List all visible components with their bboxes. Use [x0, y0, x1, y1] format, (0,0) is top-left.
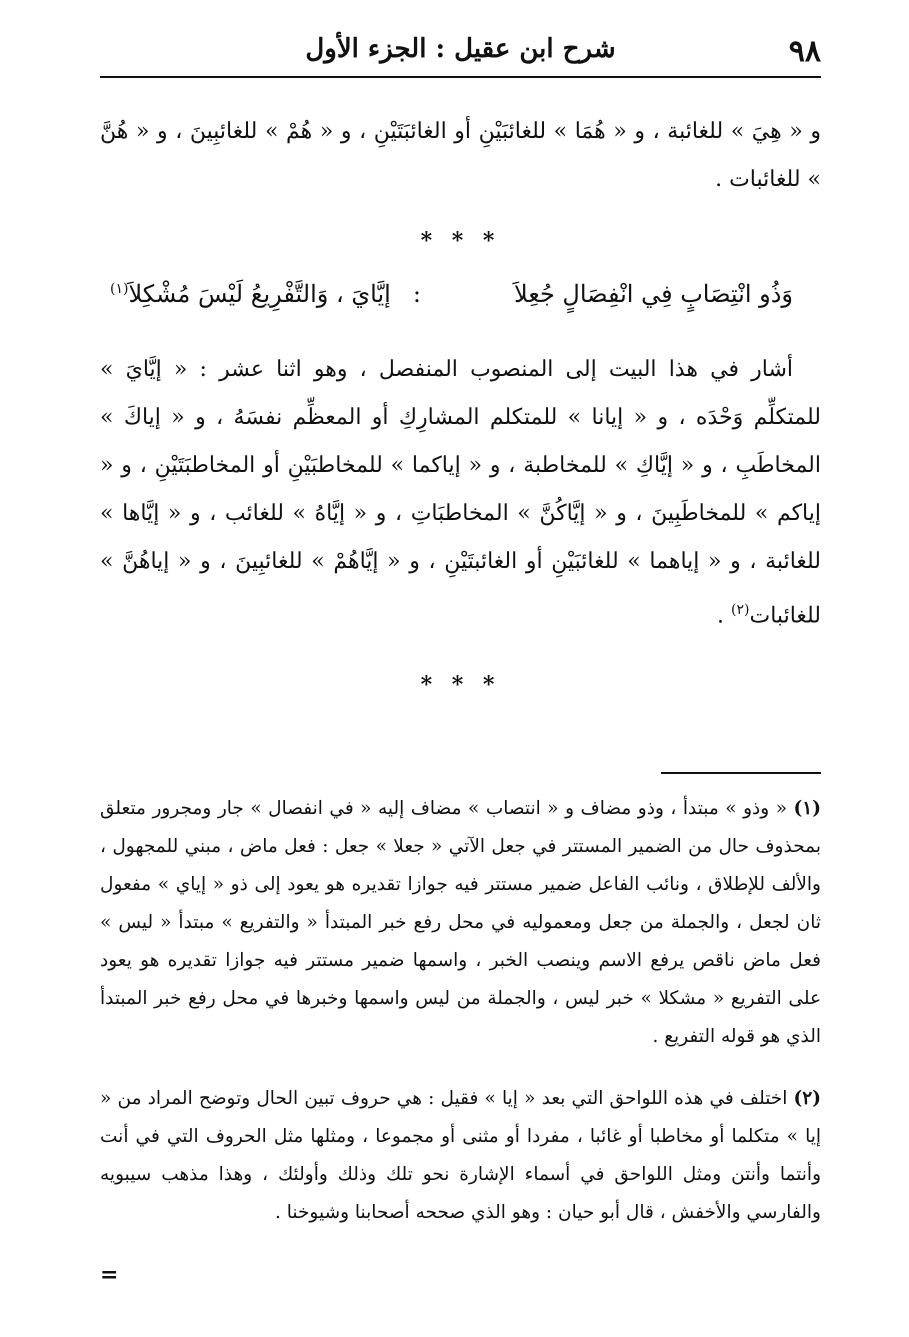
- verse-colon: :: [412, 280, 421, 308]
- paragraph-explanation: [100, 346, 821, 640]
- page-header: [100, 30, 821, 78]
- verse-first-hemistich: وَذُو انْتِصَابٍ فِي انْفِصَالٍ جُعِلاَ: [514, 280, 793, 308]
- footnote-ref-2: (٢): [731, 602, 750, 618]
- verse-second-hemistich-wrap: [110, 280, 391, 308]
- paragraph-pronouns-continued: و « هِيَ » للغائبة ، و « هُمَا » للغائبَيْنِ أو الغائبَتَيْنِ ، و « هُمْ » للغائبِينَ ، و « هُنَّ » للغائبات .: [100, 119, 821, 192]
- footnote-rule: [661, 772, 821, 774]
- paragraph-explanation-text: أشار في هذا البيت إلى المنصوب المنفصل ، وهو اثنا عشر : « إيَّايَ » للمتكلِّم وَحْدَه ، و « إيانا » للمتكلم المشارِكِ أو المعظِّم نفسَهُ ، و « إياكَ » المخاطَبِ ، و « إيَّاكِ » للمخاطبة ، و « إياكما » للمخاطبَيْنِ أو المخاطبَتَيْنِ ، و « إياكم » للمخاطَبِينَ ، و « إيَّاكُنَّ » المخاطبَاتِ ، و « إيَّاهُ » للغائب ، و « إيَّاها » للغائبة ، و « إياهما » للغائبَيْنِ أو الغائبتَيْنِ ، و « إيَّاهُمْ » للغائبِينَ ، و « إياهُنَّ » للغائبات: [100, 357, 821, 629]
- section-separator: * * *: [420, 228, 501, 254]
- verse-second-hemistich: إيَّايَ ، وَالتَّفْرِيعُ لَيْسَ مُشْكِلاَ: [128, 280, 391, 308]
- section-separator: * * *: [420, 672, 501, 698]
- footnote-2: [100, 1080, 821, 1232]
- running-title: شرح ابن عقيل : الجزء الأول: [305, 34, 616, 64]
- footnote-1-text: « وذو » مبتدأ ، وذو مضاف و « انتصاب » مضاف إليه « في انفصال » جار ومجرور متعلق بمحذوف حال من الضمير المستتر في جعل الآتي « جعلا » جعل : فعل ماض ، مبني للمجهول ، والألف للإطلاق ، ونائب الفاعل ضمير مستتر فيه جوازا تقديره هو يعود إلى ذو « إياي » مفعول ثان لجعل ، والجملة من جعل ومعموليه في محل رفع خبر المبتدأ « والتفريع » مبتدأ « ليس » فعل ماض ناقص يرفع الاسم وينصب الخبر ، واسمها ضمير مستتر فيه جوازا تقديره هو يعود على التفريع « مشكلا » خبر ليس ، والجملة من ليس واسمها وخبرها في محل رفع خبر المبتدأ الذي هو قوله التفريع .: [100, 798, 821, 1047]
- paragraph-explanation-end: .: [717, 603, 732, 629]
- page-number: ٩٨: [788, 34, 821, 69]
- continuation-mark: =: [100, 1262, 119, 1288]
- verse-line: [100, 280, 821, 320]
- footnote-2-number: (٢): [793, 1088, 821, 1109]
- footnote-2-text: اختلف في هذه اللواحق التي بعد « إيا » فقيل : هي حروف تبين الحال وتوضح المراد من « إيا » متكلما أو مخاطبا أو غائبا ، مفردا أو مثنى أو مجموعا ، ومثلها مثل الحروف التي في أنت وأنتما وأنتن ومثل اللواحق في أسماء الإشارة نحو تلك وذلك وأولئك ، وهذا مذهب سيبويه والفارسي والأخفش ، قال أبو حيان : وهو الذي صححه أصحابنا وشيوخنا .: [100, 1088, 821, 1223]
- footnote-1-number: (١): [793, 798, 821, 819]
- footnote-ref-1: (١): [110, 281, 129, 297]
- footnote-1: [100, 790, 821, 1056]
